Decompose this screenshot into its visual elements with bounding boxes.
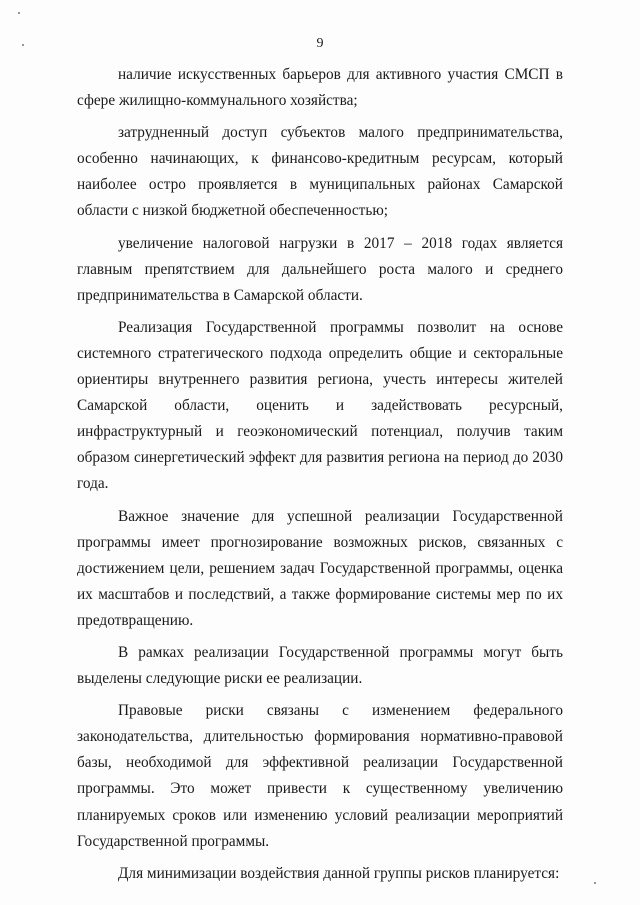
paragraph-barriers-housing: наличие искусственных барьеров для активного участия СМСП в сфере жилищно-коммунального хозяйства; [77, 66, 563, 110]
paragraph-risks-intro: В рамках реализации Государственной программы могут быть выделены следующие риски ее реализации. [77, 643, 563, 688]
scan-speck [594, 882, 596, 884]
paragraph-tax-burden: увеличение налоговой нагрузки в 2017 – 2018 годах является главным препятствием для дальнейшего роста малого и среднего предпринимательства в Самарской области. [77, 234, 563, 304]
paragraph-risk-forecasting: Важное значение для успешной реализации Государственной программы имеет прогнозирование возможных рисков, связанных с достижением цели, решением задач Государственной программы, оценка их масштабов и последствий, а также формирование системы мер по их предотвращению. [77, 507, 563, 629]
paragraph-program-implementation: Реализация Государственной программы позволит на основе системного стратегического подхода определить общие и секторальные ориентиры внутреннего развития региона, учесть интересы жителей Самарской области, оценить и задействовать ресурсный, инфраструктурный и геоэкономический потенциал, получив таким образом синергетический эффект для развития региона на период до 2030 года. [77, 318, 563, 493]
page-number: 9 [316, 36, 324, 51]
scan-speck [18, 12, 20, 14]
paragraph-mitigation: Для минимизации воздействия данной группы рисков планируется: [118, 864, 560, 882]
document-body [77, 62, 563, 893]
paragraph-legal-risks: Правовые риски связаны с изменением федерального законодательства, длительностью формирования нормативно-правовой базы, необходимой для эффективной реализации Государственной программы. Это может привести к существенному увеличению планируемых сроков или изменению условий реализации мероприятий Государственной программы. [77, 702, 563, 850]
paragraph-credit-access: затрудненный доступ субъектов малого предпринимательства, особенно начинающих, к финансово-кредитным ресурсам, который наиболее остро проявляется в муниципальных районах Самарской области с низкой бюджетной обеспеченностью; [77, 124, 563, 220]
